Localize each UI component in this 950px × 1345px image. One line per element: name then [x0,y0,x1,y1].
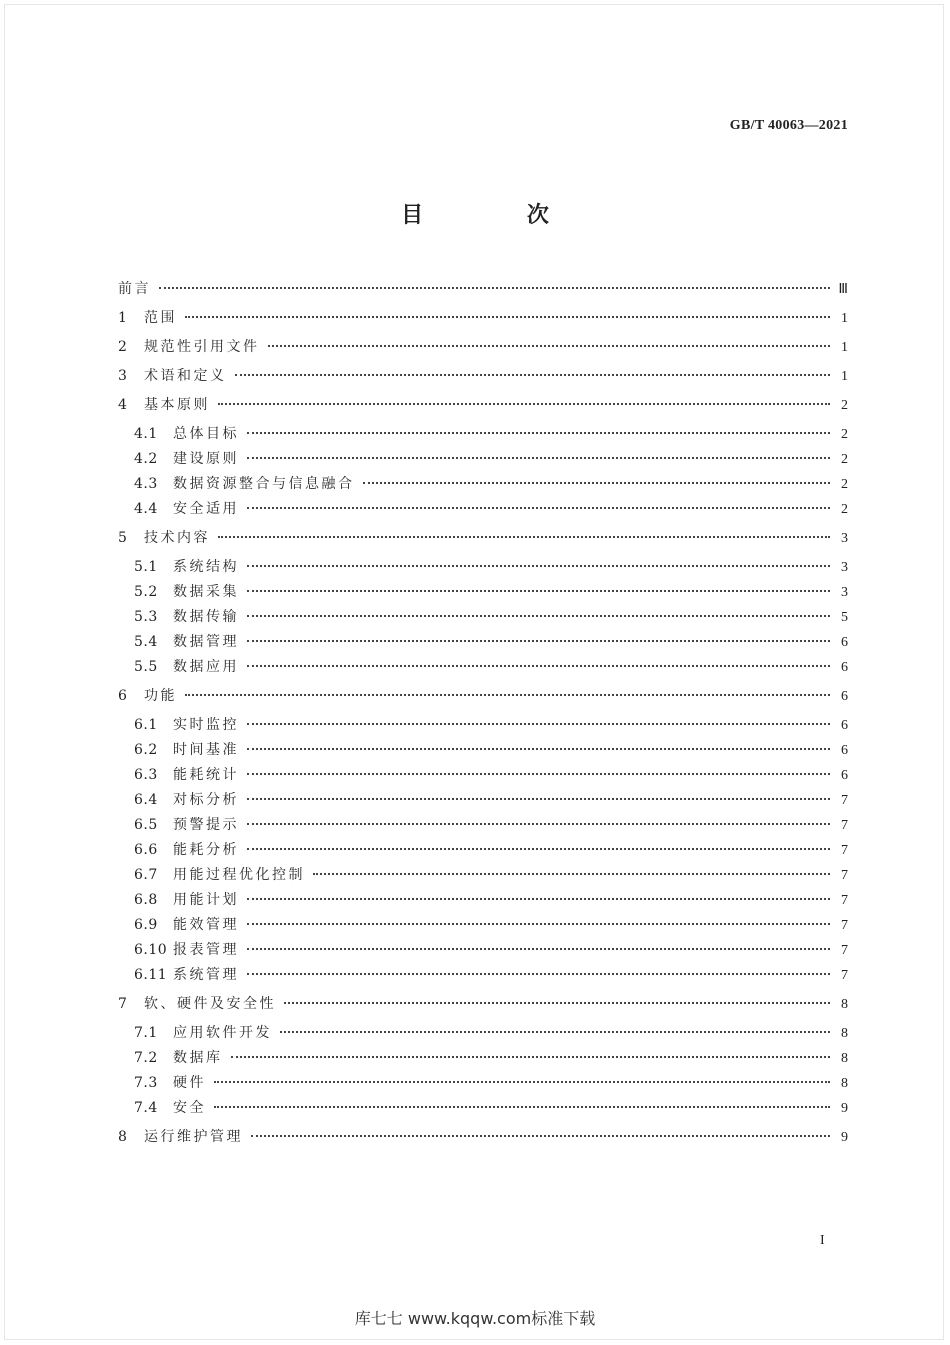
toc-entry-page: Ⅲ [838,282,848,297]
toc-entry-number: 7.3 [134,1075,158,1091]
toc-entry[interactable] [134,656,848,678]
toc-entry-number: 4 [118,397,128,413]
toc-entry-number: 6.1 [134,717,158,733]
toc-entry-page: 7 [841,868,848,883]
footer-watermark-text: 库七七 www.kqqw.com标准下载 [354,1309,596,1328]
toc-entry-page: 8 [841,1026,848,1041]
toc-entry-label: 硬件 [173,1075,206,1091]
toc-entry-number: 6.4 [134,792,158,808]
toc-entry-number: 5.2 [134,584,158,600]
toc-leader-dots [247,665,830,667]
toc-entry-page: 7 [841,943,848,958]
toc-leader-dots [247,590,830,592]
toc-entry-label: 能耗统计 [173,767,239,783]
toc-entry-label: 数据管理 [173,634,239,650]
toc-entry-page: 7 [841,793,848,808]
toc-entry-number: 6.9 [134,917,158,933]
toc-entry[interactable] [134,739,848,761]
toc-entry-number: 4.2 [134,451,158,467]
toc-entry-number: 7.4 [134,1100,158,1116]
toc-entry-label: 安全 [173,1100,206,1116]
toc-entry-number: 6.10 [134,942,168,958]
toc-entry-number: 5.1 [134,559,158,575]
toc-entry-page: 2 [841,477,848,492]
toc-entry-label: 系统管理 [173,967,239,983]
toc-entry-number: 4.4 [134,501,158,517]
toc-leader-dots [235,374,831,376]
toc-entry[interactable] [134,1047,848,1069]
toc-entry-label: 对标分析 [173,792,239,808]
toc-entry-label: 能耗分析 [173,842,239,858]
toc-entry-number: 6.8 [134,892,158,908]
toc-leader-dots [185,316,830,318]
toc-entry[interactable] [134,606,848,628]
toc-entry[interactable] [118,993,848,1015]
toc-entry[interactable] [134,814,848,836]
toc-entry-label: 用能计划 [173,892,239,908]
toc-entry-label: 运行维护管理 [144,1129,243,1145]
toc-entry-label: 报表管理 [173,942,239,958]
toc-leader-dots [251,1135,830,1137]
toc-entry-label: 预警提示 [173,817,239,833]
toc-leader-dots [247,723,830,725]
toc-entry-label: 应用软件开发 [173,1025,272,1041]
toc-leader-dots [231,1056,831,1058]
toc-entry-label: 前言 [118,281,151,297]
toc-leader-dots [247,640,830,642]
toc-entry-label: 基本原则 [144,397,210,413]
toc-entry-page: 3 [841,531,848,546]
toc-entry[interactable] [134,631,848,653]
toc-entry-label: 数据资源整合与信息融合 [173,476,355,492]
toc-entry-number: 6.11 [134,967,168,983]
toc-entry[interactable] [134,939,848,961]
toc-leader-dots [313,873,830,875]
toc-entry-label: 系统结构 [173,559,239,575]
toc-entry-page: 2 [841,427,848,442]
toc-entry-page: 9 [841,1101,848,1116]
toc-leader-dots [363,482,831,484]
toc-leader-dots [247,848,830,850]
toc-entry-number: 1 [118,310,128,326]
toc-entry-number: 5.5 [134,659,158,675]
page-number: I [820,1233,825,1248]
toc-entry[interactable] [134,714,848,736]
toc-entry-page: 9 [841,1130,848,1145]
toc-leader-dots [159,287,830,289]
toc-entry[interactable] [118,307,848,329]
toc-entry-page: 8 [841,1076,848,1091]
toc-entry-page: 1 [841,369,848,384]
toc-leader-dots [247,973,830,975]
toc-entry-number: 7.2 [134,1050,158,1066]
toc-entry[interactable] [134,789,848,811]
toc-entry-page: 7 [841,843,848,858]
toc-entry[interactable] [118,1126,848,1148]
toc-entry-number: 3 [118,368,128,384]
toc-entry[interactable] [134,839,848,861]
toc-entry-label: 总体目标 [173,426,239,442]
toc-entry[interactable] [134,1097,848,1119]
toc-leader-dots [218,403,830,405]
toc-entry-page: 6 [841,768,848,783]
toc-entry-page: 1 [841,311,848,326]
toc-entry-label: 建设原则 [173,451,239,467]
toc-entry-page: 3 [841,585,848,600]
toc-leader-dots [284,1002,830,1004]
toc-entry-page: 7 [841,918,848,933]
toc-leader-dots [247,748,830,750]
toc-entry-page: 2 [841,452,848,467]
toc-leader-dots [268,345,831,347]
toc-entry[interactable] [118,336,848,358]
toc-entry-page: 7 [841,893,848,908]
page-title: 目 次 [401,203,597,228]
toc-leader-dots [218,536,830,538]
toc-entry-number: 2 [118,339,128,355]
toc-entry-label: 数据采集 [173,584,239,600]
toc-entry-label: 范围 [144,310,177,326]
toc-entry-number: 6 [118,688,128,704]
toc-entry-page: 6 [841,743,848,758]
toc-entry[interactable] [118,394,848,416]
toc-entry-page: 2 [841,398,848,413]
toc-leader-dots [247,823,830,825]
toc-entry-page: 5 [841,610,848,625]
toc-entry-page: 3 [841,560,848,575]
toc-entry-label: 数据传输 [173,609,239,625]
toc-entry[interactable] [134,964,848,986]
toc-entry-page: 8 [841,1051,848,1066]
toc-entry-label: 时间基准 [173,742,239,758]
toc-leader-dots [247,948,830,950]
toc-entry-number: 4.1 [134,426,158,442]
toc-entry[interactable] [118,685,848,707]
toc-entry-number: 6.5 [134,817,158,833]
toc-entry-number: 6.2 [134,742,158,758]
toc-leader-dots [247,798,830,800]
standard-code: GB/T 40063—2021 [729,118,848,133]
toc-leader-dots [247,457,830,459]
toc-entry-label: 实时监控 [173,717,239,733]
toc-entry-page: 7 [841,968,848,983]
toc-entry[interactable] [134,556,848,578]
toc-entry-number: 8 [118,1129,128,1145]
toc-entry-label: 技术内容 [144,530,210,546]
toc-entry[interactable] [134,498,848,520]
toc-entry-label: 软、硬件及安全性 [144,996,276,1012]
toc-leader-dots [247,432,830,434]
toc-leader-dots [214,1081,830,1083]
toc-entry-label: 功能 [144,688,177,704]
toc-entry[interactable] [134,889,848,911]
toc-leader-dots [185,694,830,696]
toc-entry[interactable] [118,365,848,387]
toc-entry-label: 能效管理 [173,917,239,933]
toc-entry[interactable] [134,448,848,470]
toc-leader-dots [247,898,830,900]
toc-entry-number: 5.3 [134,609,158,625]
toc-leader-dots [214,1106,830,1108]
toc-entry-page: 7 [841,818,848,833]
toc-leader-dots [280,1031,830,1033]
toc-entry-page: 1 [841,340,848,355]
toc-entry-page: 6 [841,689,848,704]
toc-entry-number: 6.6 [134,842,158,858]
toc-leader-dots [247,615,830,617]
toc-entry-number: 4.3 [134,476,158,492]
toc-entry[interactable] [134,473,848,495]
toc-entry-label: 安全适用 [173,501,239,517]
toc-entry[interactable] [118,527,848,549]
toc-leader-dots [247,773,830,775]
toc-entry[interactable] [134,864,848,886]
toc-entry-number: 7.1 [134,1025,158,1041]
toc-entry[interactable] [134,423,848,445]
toc-entry-label: 规范性引用文件 [144,339,260,355]
toc-entry-label: 数据应用 [173,659,239,675]
toc-leader-dots [247,923,830,925]
toc-leader-dots [247,565,830,567]
toc-entry-label: 数据库 [173,1050,223,1066]
toc-entry-page: 6 [841,635,848,650]
toc-entry[interactable] [134,914,848,936]
toc-entry-number: 5.4 [134,634,158,650]
toc-entry[interactable] [134,1072,848,1094]
toc-entry[interactable] [134,581,848,603]
toc-entry-number: 5 [118,530,128,546]
toc-entry-number: 6.3 [134,767,158,783]
toc-leader-dots [247,507,830,509]
toc-entry-label: 术语和定义 [144,368,227,384]
toc-entry-page: 8 [841,997,848,1012]
toc-entry-page: 6 [841,718,848,733]
toc-entry[interactable] [134,1022,848,1044]
toc-entry-number: 6.7 [134,867,158,883]
toc-entry-page: 2 [841,502,848,517]
toc-entry[interactable] [134,764,848,786]
toc-entry[interactable] [118,278,848,300]
toc-entry-label: 用能过程优化控制 [173,867,305,883]
toc-entry-page: 6 [841,660,848,675]
toc-entry-number: 7 [118,996,128,1012]
